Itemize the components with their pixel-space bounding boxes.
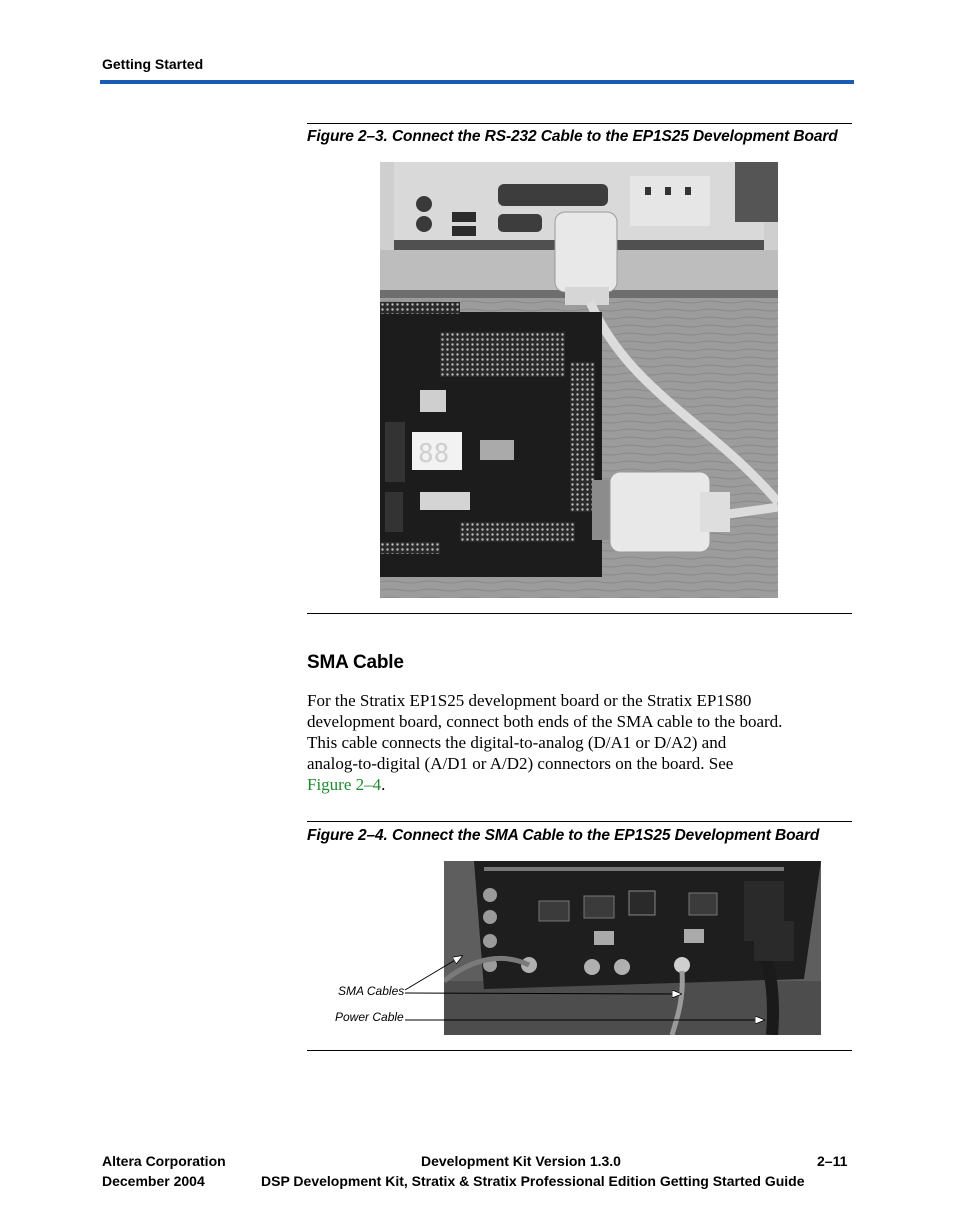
footer-guide-title: DSP Development Kit, Stratix & Stratix Professional Edition Getting Started Guide: [261, 1173, 805, 1189]
footer-version: Development Kit Version 1.3.0: [421, 1153, 621, 1169]
footer-company: Altera Corporation: [102, 1153, 226, 1169]
figure2-bottom-rule: [307, 1050, 852, 1051]
paragraph-line: This cable connects the digital-to-analog (D/A1 or D/A2) and: [307, 733, 727, 752]
paragraph-line: For the Stratix EP1S25 development board or the Stratix EP1S80: [307, 691, 752, 710]
figure-2-4-link[interactable]: Figure 2–4: [307, 775, 382, 794]
footer-date: December 2004: [102, 1173, 205, 1189]
figure2-caption: Figure 2–4. Connect the SMA Cable to the EP1S25 Development Board: [307, 827, 820, 844]
callout-sma-cables: SMA Cables: [338, 984, 405, 998]
paragraph-line: analog-to-digital (A/D1 or A/D2) connectors on the board. See: [307, 754, 734, 773]
running-header: Getting Started: [102, 56, 204, 72]
svg-text:88: 88: [418, 439, 450, 469]
footer-left: [102, 1151, 226, 1191]
figure1-caption: Figure 2–3. Connect the RS-232 Cable to the EP1S25 Development Board: [307, 128, 838, 145]
footer-page-number: 2–11: [817, 1153, 848, 1169]
callout-power-cable: Power Cable: [335, 1010, 404, 1024]
link-suffix: .: [381, 775, 386, 794]
section-heading: SMA Cable: [307, 652, 404, 673]
paragraph-line: development board, connect both ends of the SMA cable to the board.: [307, 712, 783, 731]
